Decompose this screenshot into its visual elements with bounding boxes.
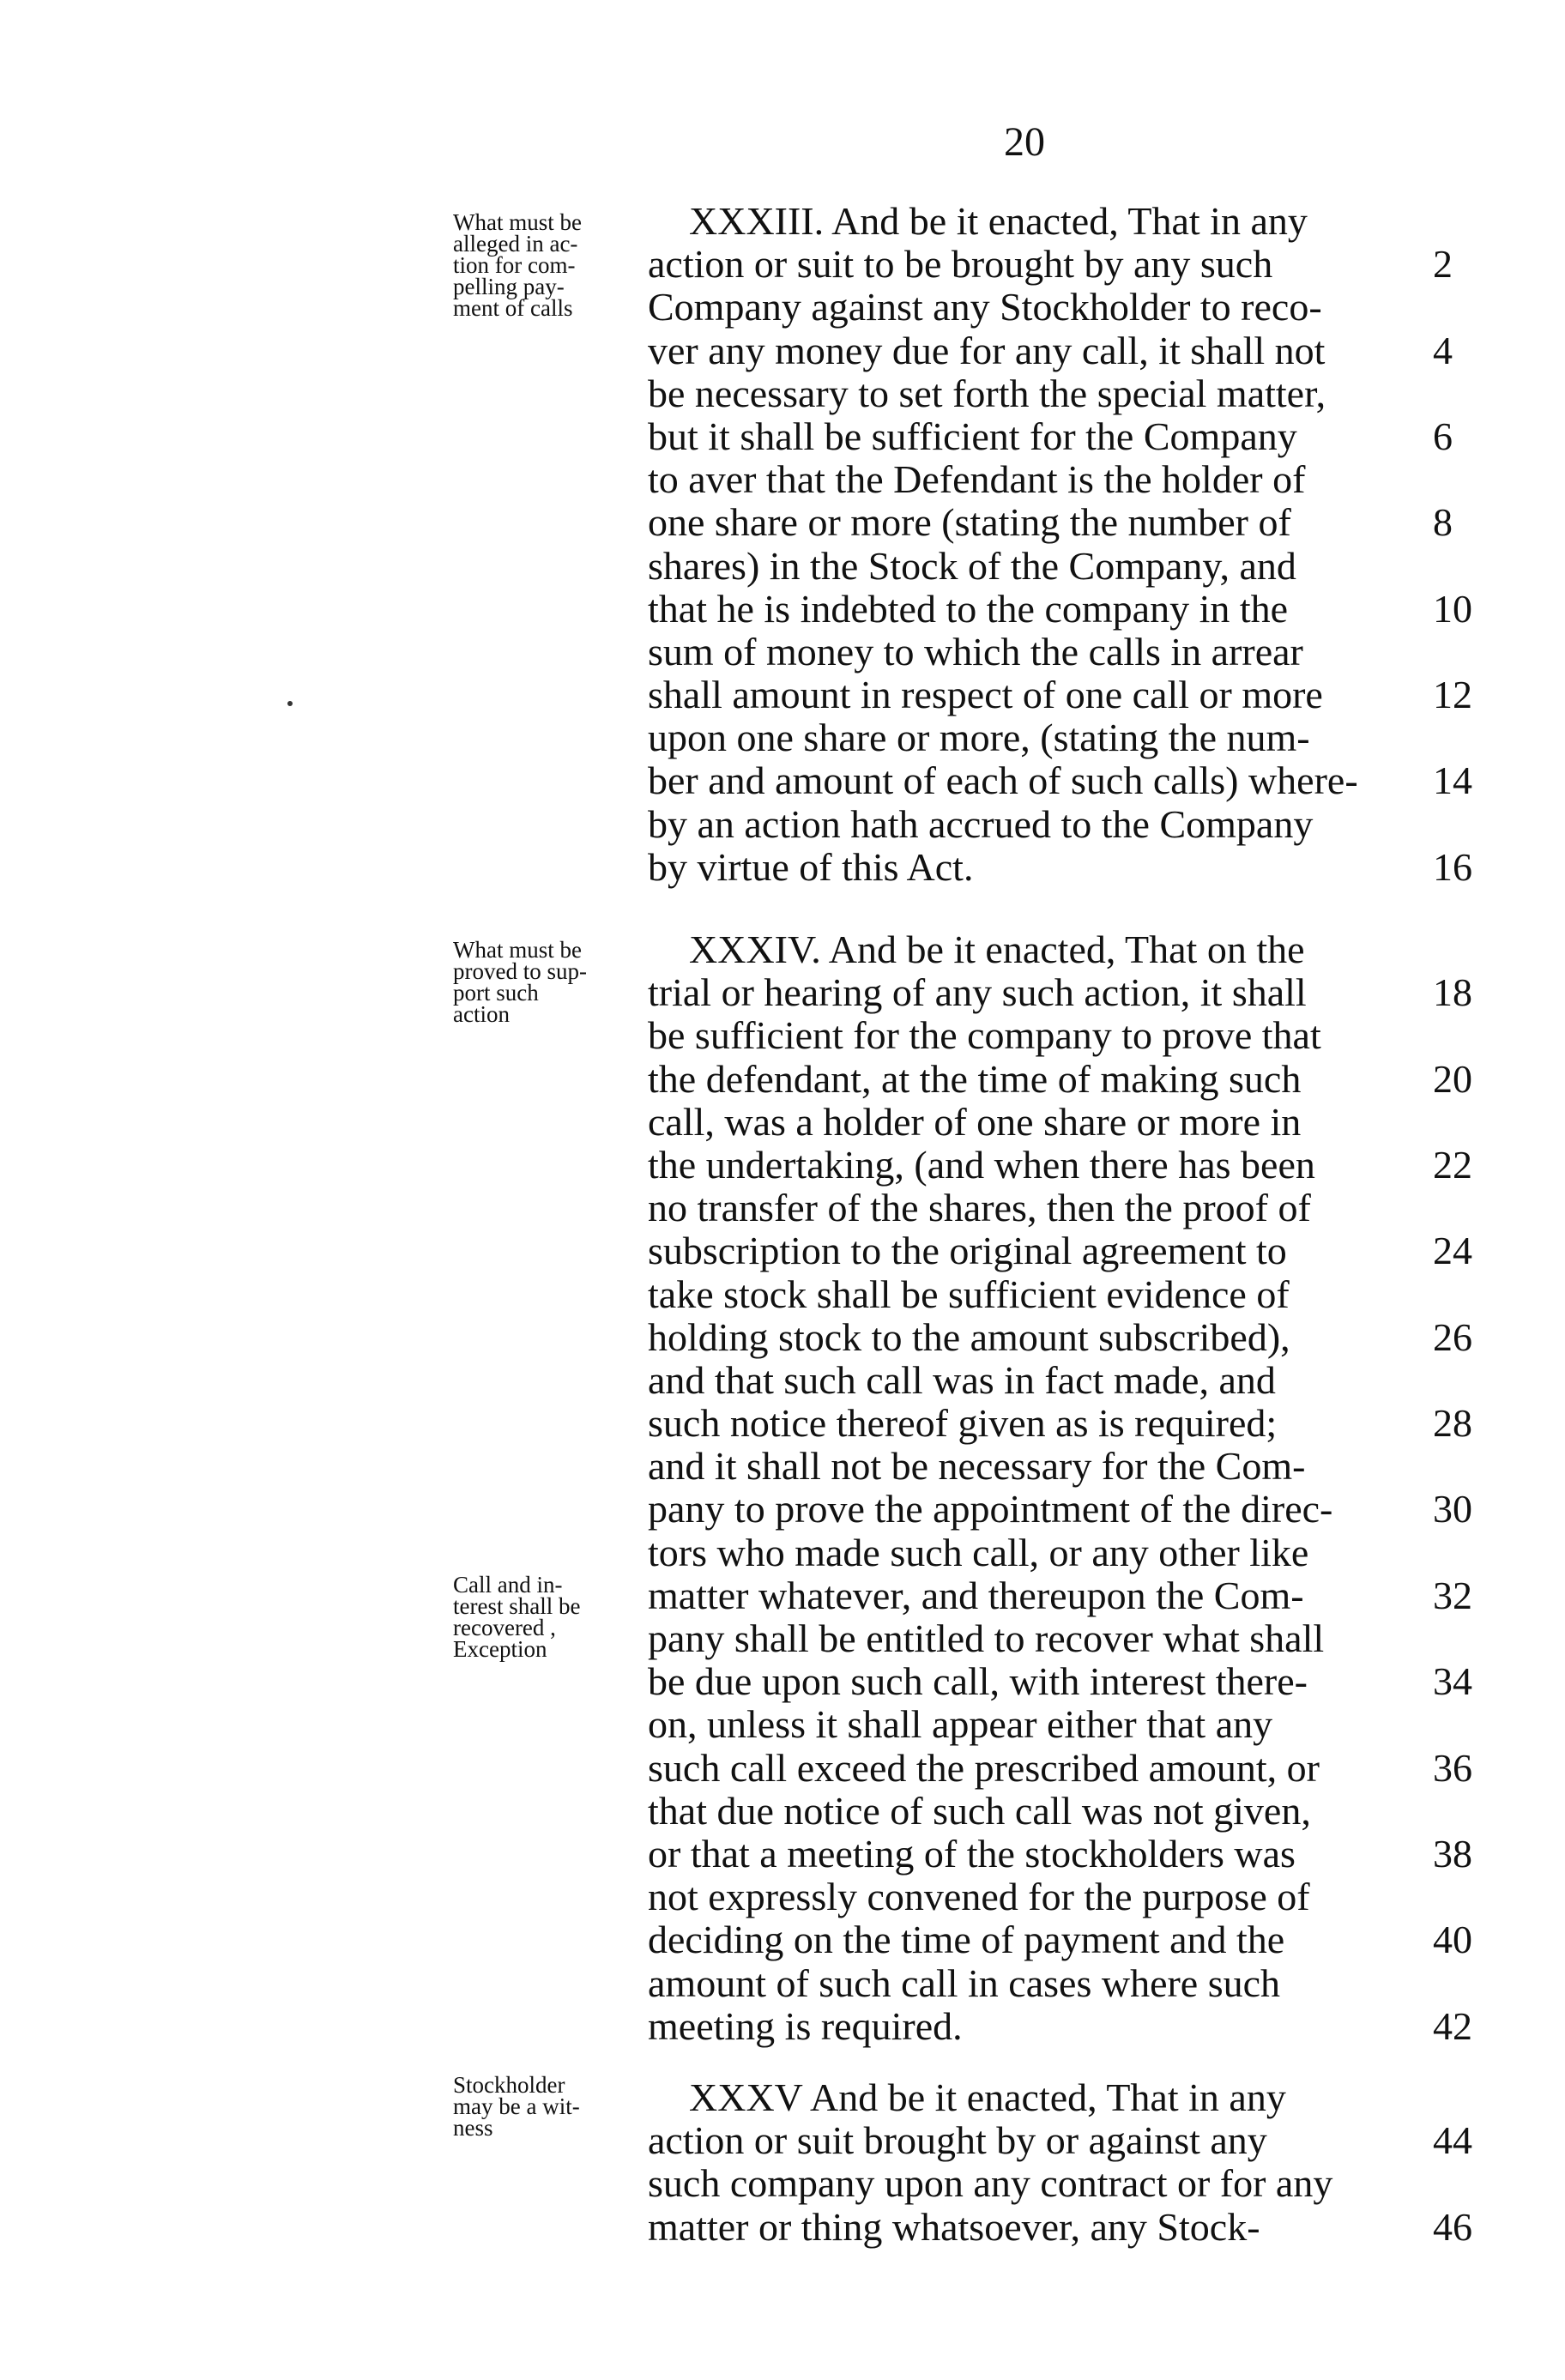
line-text: such company upon any contract or for any — [648, 2161, 1333, 2206]
margin-note-proved — [453, 939, 629, 1025]
line-text: amount of such call in cases where such — [648, 1960, 1281, 2005]
margin-note-alleged — [453, 209, 629, 321]
text-line — [648, 803, 1420, 846]
line-number: 26 — [1433, 1314, 1472, 1359]
line-text: such call exceed the prescribed amount, or — [648, 1745, 1320, 1790]
margin-note-line: What must be — [453, 209, 582, 235]
text-line — [648, 2118, 1472, 2163]
line-number: 30 — [1433, 1487, 1472, 1531]
line-text: or that a meeting of the stockholders was — [648, 1831, 1296, 1876]
line-text: be due upon such call, with interest there- — [648, 1659, 1308, 1704]
line-text: pany shall be entitled to recover what shall — [648, 1616, 1325, 1660]
text-line — [648, 242, 1453, 287]
line-text: meeting is required. — [648, 2003, 963, 2048]
line-text: action or suit to be brought by any such — [648, 242, 1273, 287]
line-number: 46 — [1433, 2204, 1472, 2249]
text-line — [648, 1273, 1420, 1316]
line-text: no transfer of the shares, then the proof of — [648, 1186, 1311, 1230]
line-text: shares) in the Stock of the Company, and — [648, 543, 1296, 588]
text-line — [648, 631, 1420, 674]
line-number: 12 — [1433, 673, 1472, 717]
line-number: 34 — [1433, 1659, 1472, 1704]
text-line — [648, 844, 1472, 889]
line-number: 36 — [1433, 1745, 1472, 1790]
line-text: ber and amount of each of such calls) where- — [648, 758, 1358, 803]
line-text: and that such call was in fact made, and — [648, 1357, 1276, 1402]
line-text: pany to prove the appointment of the direc- — [648, 1487, 1333, 1531]
line-text: take stock shall be sufficient evidence of — [648, 1272, 1290, 1316]
line-text: but it shall be sufficient for the Company — [648, 414, 1297, 458]
margin-note-stockholder — [453, 2072, 629, 2141]
line-text: such notice thereof given as is required; — [648, 1401, 1278, 1446]
text-line — [648, 1142, 1472, 1187]
text-line — [648, 1445, 1420, 1488]
text-line — [648, 1962, 1420, 2005]
margin-note-line: pelling pay- — [453, 274, 565, 299]
line-text: the undertaking, (and when there has been — [648, 1142, 1315, 1187]
line-number: 42 — [1433, 2003, 1472, 2048]
text-line — [648, 2204, 1472, 2249]
text-line — [648, 2003, 1472, 2048]
margin-note-line: alleged in ac- — [453, 231, 578, 257]
text-line — [648, 2076, 1420, 2119]
line-number: 8 — [1433, 500, 1453, 545]
line-text: sum of money to which the calls in arrear — [648, 629, 1303, 674]
text-line — [648, 372, 1420, 415]
margin-note-call-interest — [453, 1574, 629, 1660]
line-text: that due notice of such call was not given, — [648, 1788, 1311, 1833]
text-line — [648, 1831, 1472, 1876]
line-text: action or suit brought by or against any — [648, 2118, 1267, 2163]
line-number: 32 — [1433, 1573, 1472, 1617]
line-number: 24 — [1433, 1229, 1472, 1273]
margin-note-line: Stockholder — [453, 2072, 565, 2098]
margin-note-line: tion for com- — [453, 252, 576, 278]
margin-note-line: proved to sup- — [453, 958, 587, 984]
text-line — [648, 586, 1472, 631]
text-line — [648, 1014, 1420, 1057]
text-line — [648, 1531, 1420, 1574]
line-text: trial or hearing of any such action, it shall — [648, 970, 1307, 1015]
line-text: XXXIV. And be it enacted, That on the — [689, 927, 1305, 971]
text-line — [648, 1790, 1420, 1833]
margin-note-line: What must be — [453, 937, 582, 963]
text-line — [648, 328, 1453, 372]
line-text: to aver that the Defendant is the holder of — [648, 457, 1306, 502]
line-number: 44 — [1433, 2118, 1472, 2163]
margin-note-line: action — [453, 1001, 510, 1027]
margin-note-line: port such — [453, 980, 539, 1006]
text-line — [648, 1573, 1472, 1617]
line-number: 6 — [1433, 414, 1453, 458]
line-text: shall amount in respect of one call or more — [648, 673, 1323, 717]
text-line — [648, 1187, 1420, 1229]
margin-note-line: recovered , — [453, 1615, 556, 1640]
text-line — [648, 716, 1420, 759]
page-number: 20 — [1004, 119, 1045, 165]
line-number: 28 — [1433, 1401, 1472, 1446]
line-text: not expressly convened for the purpose of — [648, 1875, 1310, 1919]
text-line — [648, 500, 1453, 545]
line-text: by virtue of this Act. — [648, 844, 974, 889]
line-text: Company against any Stockholder to reco- — [648, 285, 1322, 329]
section-xxxv — [648, 2075, 1472, 2249]
margin-note-line: ment of calls — [453, 295, 573, 321]
text-line — [648, 2162, 1420, 2205]
text-line — [648, 1876, 1420, 1918]
margin-note-line: Call and in- — [453, 1572, 563, 1598]
line-text: the defendant, at the time of making such — [648, 1056, 1302, 1101]
line-text: that he is indebted to the company in the — [648, 586, 1289, 631]
text-line — [648, 1617, 1420, 1660]
line-text: subscription to the original agreement to — [648, 1229, 1287, 1273]
text-line — [648, 758, 1472, 803]
line-number: 22 — [1433, 1142, 1472, 1187]
text-line — [648, 1101, 1420, 1144]
line-text: and it shall not be necessary for the Com- — [648, 1444, 1306, 1489]
line-text: matter or thing whatsoever, any Stock- — [648, 2204, 1260, 2249]
text-line — [648, 1745, 1472, 1790]
line-text: call, was a holder of one share or more in — [648, 1099, 1302, 1144]
text-line — [648, 673, 1472, 717]
text-line — [648, 200, 1420, 243]
line-number: 10 — [1433, 586, 1472, 631]
line-text: be necessary to set forth the special matter, — [648, 371, 1326, 415]
text-line — [648, 458, 1420, 501]
line-number: 18 — [1433, 970, 1472, 1015]
line-number: 16 — [1433, 844, 1472, 889]
text-line — [648, 1659, 1472, 1704]
line-number: 2 — [1433, 242, 1453, 287]
text-line — [648, 1314, 1472, 1359]
line-text: matter whatever, and thereupon the Com- — [648, 1573, 1304, 1617]
line-text: on, unless it shall appear either that any — [648, 1702, 1273, 1747]
line-text: deciding on the time of payment and the — [648, 1918, 1285, 1962]
margin-note-line: ness — [453, 2115, 493, 2141]
line-text: upon one share or more, (stating the num- — [648, 716, 1310, 760]
text-line — [648, 545, 1420, 588]
line-text: tors who made such call, or any other like — [648, 1530, 1309, 1574]
line-number: 4 — [1433, 328, 1453, 372]
line-number: 14 — [1433, 758, 1472, 803]
text-line — [648, 1229, 1472, 1273]
line-text: XXXV And be it enacted, That in any — [689, 2075, 1286, 2119]
line-number: 38 — [1433, 1831, 1472, 1876]
line-text: one share or more (stating the number of — [648, 500, 1291, 545]
text-line — [648, 970, 1472, 1015]
text-line — [648, 414, 1453, 458]
line-text: holding stock to the amount subscribed), — [648, 1314, 1290, 1359]
line-number: 20 — [1433, 1056, 1472, 1101]
section-xxxiv — [648, 927, 1472, 2048]
text-line — [648, 1056, 1472, 1101]
stray-mark — [287, 701, 293, 706]
margin-note-line: Exception — [453, 1636, 547, 1662]
text-line — [648, 1487, 1472, 1531]
text-line — [648, 1401, 1472, 1446]
line-number: 40 — [1433, 1918, 1472, 1962]
text-line — [648, 286, 1420, 329]
line-text: be sufficient for the company to prove that — [648, 1013, 1321, 1058]
text-line — [648, 1918, 1472, 1962]
section-xxxiii — [648, 199, 1472, 889]
margin-note-line: may be a wit- — [453, 2093, 580, 2119]
text-line — [648, 1703, 1420, 1746]
margin-note-line: terest shall be — [453, 1593, 581, 1619]
line-text: ver any money due for any call, it shall not — [648, 328, 1326, 372]
text-line — [648, 928, 1420, 971]
line-text: XXXIII. And be it enacted, That in any — [689, 199, 1308, 243]
line-text: by an action hath accrued to the Company — [648, 801, 1314, 846]
text-line — [648, 1359, 1420, 1402]
